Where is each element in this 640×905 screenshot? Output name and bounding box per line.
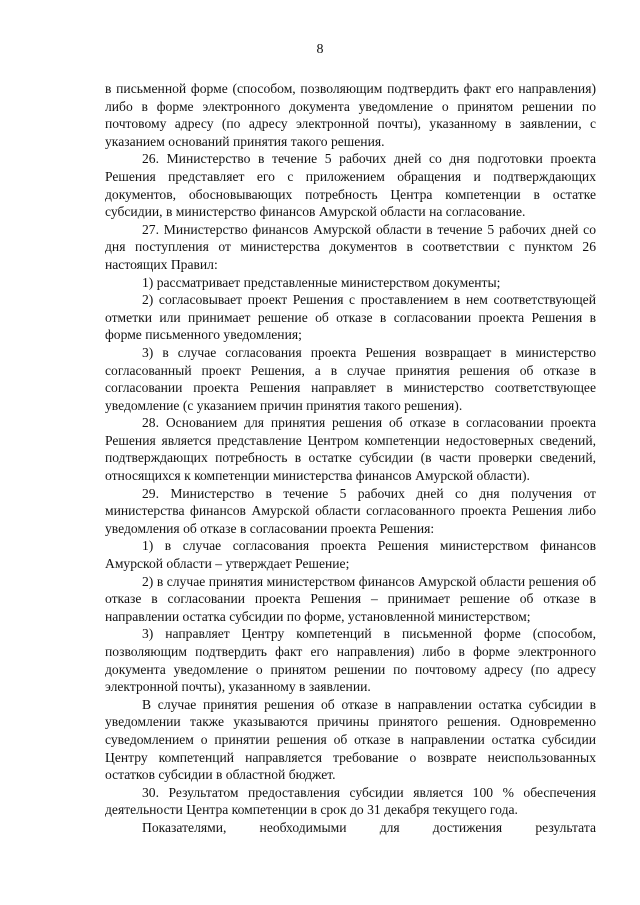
paragraph-27-item-3: 3) в случае согласования проекта Решения возвращает в министерство согласованный проект Решения, а в случае принятия решения об отказе в согласовании проекта Решения направляет в министерство соответствующее уведомление (с указанием причин принятия такого решения). <box>105 344 596 413</box>
page-number: 8 <box>316 42 324 57</box>
paragraph-31-start: Показателями, необходимыми для достижения результата <box>142 819 596 835</box>
paragraph-26: 26. Министерство в течение 5 рабочих дней со дня подготовки проекта Решения представляет его с приложением обращения и подтверждающих документов, обосновывающих потребность Центра компетенции в остатке субсидии, в министерство финансов Амурской области на согласование. <box>105 151 596 220</box>
paragraph-continuation: в письменной форме (способом, позволяющим подтвердить факт его направления) либо в форме электронного документа уведомление о принятом решении по почтовому адресу (по адресу электронной почты), указанному в заявлении, с указанием оснований принятия такого решения. <box>105 81 596 149</box>
paragraph-27-item-2: 2) согласовывает проект Решения с проставлением в нем соответствующей отметки или принимает решение об отказе в согласовании проекта Решения в форме письменного уведомления; <box>105 292 596 343</box>
paragraph-27: 27. Министерство финансов Амурской области в течение 5 рабочих дней со дня поступления от министерства документов в соответствии с пунктом 26 настоящих Правил: <box>105 221 596 272</box>
paragraph-29-note: В случае принятия решения об отказе в направлении остатка субсидии в уведомлении также указываются причины принятого решения. Одновременно суведомлением о принятии решения об отказе в направлении остатка субсидии Центру компетенций направляется требование о возврате неиспользованных остатков субсидии в областной бюджет. <box>105 696 596 783</box>
paragraph-29: 29. Министерство в течение 5 рабочих дней со дня получения от министерства финансов Амурской области согласованного проекта Решения либо уведомления об отказе в согласовании проекта Решения: <box>105 485 596 536</box>
paragraph-27-item-1: 1) рассматривает представленные министерством документы; <box>142 274 501 290</box>
paragraph-29-item-3: 3) направляет Центру компетенций в письменной форме (способом, позволяющим подтвердить факт его направления) либо в форме электронного документа уведомление о принятом решении по почтовому адресу (по адресу электронной почты), указанному в заявлении. <box>105 626 596 695</box>
paragraph-28: 28. Основанием для принятия решения об отказе в согласовании проекта Решения является представление Центром компетенции недостоверных сведений, подтверждающих потребность в остатке субсидии (в части проверки сведений, относящихся к компетенции министерства финансов Амурской области). <box>105 415 596 484</box>
paragraph-29-item-2: 2) в случае принятия министерством финансов Амурской области решения об отказе в согласовании проекта Решения – принимает решение об отказе в направлении остатка субсидии по форме, установленной министерством; <box>105 573 596 624</box>
paragraph-29-item-1: 1) в случае согласования проекта Решения министерством финансов Амурской области – утверждает Решение; <box>105 538 596 572</box>
document-body <box>105 80 596 837</box>
paragraph-30: 30. Результатом предоставления субсидии является 100 % обеспечения деятельности Центра компетенции в срок до 31 декабря текущего года. <box>105 784 596 818</box>
